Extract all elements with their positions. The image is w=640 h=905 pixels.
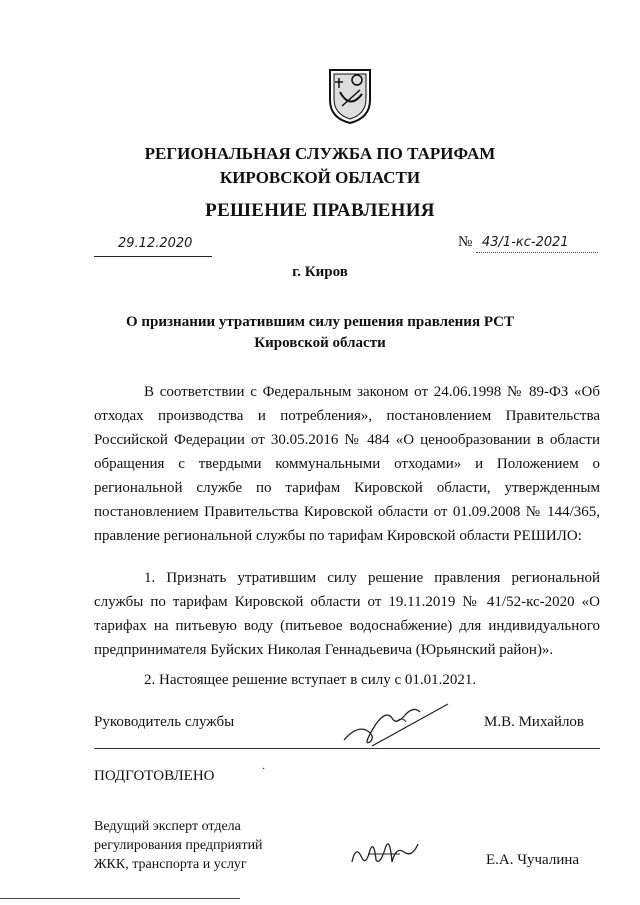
stray-mark: · — [262, 764, 266, 775]
preparer-position-line-3: ЖКК, транспорта и услуг — [94, 857, 247, 872]
city: г. Киров — [292, 264, 348, 280]
org-line-2: КИРОВСКОЙ ОБЛАСТИ — [219, 168, 421, 187]
divider-line — [94, 748, 600, 749]
preparer-position-line-1: Ведущий эксперт отдела — [94, 819, 241, 834]
preparer-position-line-2: регулирования предприятий — [94, 838, 263, 853]
signatory-name: М.В. Михайлов — [484, 714, 585, 730]
footer-line — [0, 898, 240, 899]
subject-line-2: Кировской области — [254, 335, 386, 351]
preparer-name: Е.А. Чучалина — [486, 852, 580, 868]
body-paragraph: В соответствии с Федеральным законом от 24.06.1998 № 89-ФЗ «Об отходах производства и потребления», постановлением Правительства Российской Федерации от 30.05.2016 № 484 «О ценообразовании в области обращения с твердыми коммунальными отходами» и Положением о региональной службе по тарифам Кировской области, утвержденным постановлением Правительства Кировской области от 01.09.2008 № 144/365, правление региональной службы по тарифам Кировской области РЕШИЛО: — [94, 384, 600, 544]
signatory-position: Руководитель службы — [94, 714, 235, 730]
organization-name — [0, 142, 640, 190]
subject-line-1: О признании утратившим силу решения правления РСТ — [125, 314, 514, 330]
document-number: 43/1-кс-2021 — [482, 235, 569, 250]
kirov-coat-of-arms-icon — [326, 66, 374, 126]
subject — [0, 312, 640, 354]
number-underline — [476, 252, 598, 253]
org-line-1: РЕГИОНАЛЬНАЯ СЛУЖБА ПО ТАРИФАМ — [144, 144, 496, 163]
decision-item-1: 1. Признать утратившим силу решение правления региональной службы по тарифам Кировской области от 19.11.2019 № 41/52-кс-2020 «О тарифах на питьевую воду (питьевое водоснабжение) для индивидуального предпринимателя Буйских Николая Геннадьевича (Юрьянский район)». — [94, 570, 600, 658]
document-title: РЕШЕНИЕ ПРАВЛЕНИЯ — [205, 200, 435, 221]
preparer-signature-icon — [348, 836, 422, 870]
prepared-heading: ПОДГОТОВЛЕНО — [94, 768, 215, 784]
number-sign: № — [458, 234, 473, 250]
document-date: 29.12.2020 — [118, 236, 193, 251]
signature-icon — [336, 696, 456, 752]
preparer-position — [94, 817, 263, 874]
decision-item-2: 2. Настоящее решение вступает в силу с 01.01.2021. — [144, 672, 477, 688]
